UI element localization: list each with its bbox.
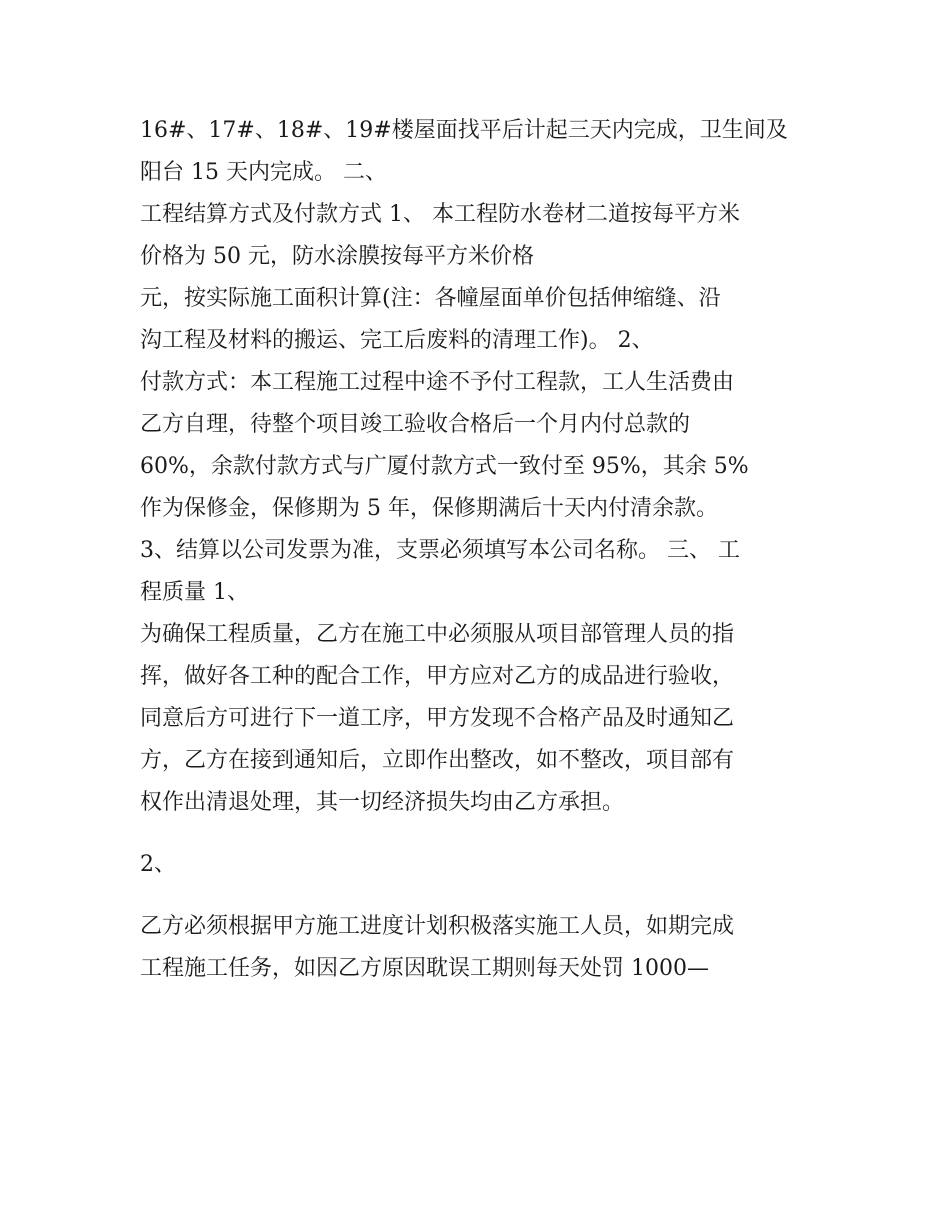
text-line: 3、结算以公司发票为准，支票必须填写本公司名称。 三、 工 bbox=[140, 538, 740, 563]
text-line: 沟工程及材料的搬运、完工后废料的清理工作)。 2、 bbox=[140, 328, 654, 353]
text-line: 乙方必须根据甲方施工进度计划积极落实施工人员，如期完成 bbox=[140, 914, 735, 939]
text-line: 挥，做好各工种的配合工作，甲方应对乙方的成品进行验收， bbox=[140, 664, 735, 689]
text-line: 乙方自理，待整个项目竣工验收合格后一个月内付总款的 bbox=[140, 412, 691, 437]
text-line: 方，乙方在接到通知后，立即作出整改，如不整改，项目部有 bbox=[140, 748, 735, 773]
paragraph-gap bbox=[140, 886, 820, 906]
text-line: 程质量 1、 bbox=[140, 580, 249, 605]
text-line: 60%，余款付款方式与广厦付款方式一致付至 95%，其余 5% bbox=[140, 454, 749, 479]
text-line: 16#、17#、18#、19#楼屋面找平后计起三天内完成，卫生间及 bbox=[140, 118, 788, 143]
text-line: 元，按实际施工面积计算(注：各幢屋面单价包括伸缩缝、沿 bbox=[140, 286, 721, 311]
text-line: 为确保工程质量，乙方在施工中必须服从项目部管理人员的指 bbox=[140, 622, 735, 647]
text-line: 作为保修金，保修期为 5 年，保修期满后十天内付清余款。 bbox=[140, 496, 718, 521]
text-line: 2、 bbox=[140, 852, 176, 877]
text-line: 阳台 15 天内完成。 二、 bbox=[140, 160, 387, 185]
text-line: 工程结算方式及付款方式 1、 本工程防水卷材二道按每平方米 bbox=[140, 202, 740, 227]
text-line: 价格为 50 元，防水涂膜按每平方米价格 bbox=[140, 244, 534, 269]
paragraph-gap bbox=[140, 824, 820, 844]
contract-body-text bbox=[140, 110, 820, 990]
text-line: 权作出清退处理，其一切经济损失均由乙方承担。 bbox=[140, 790, 625, 815]
text-line: 付款方式：本工程施工过程中途不予付工程款，工人生活费由 bbox=[140, 370, 735, 395]
text-line: 工程施工任务，如因乙方原因耽误工期则每天处罚 1000— bbox=[140, 956, 709, 981]
text-line: 同意后方可进行下一道工序，甲方发现不合格产品及时通知乙 bbox=[140, 706, 735, 731]
